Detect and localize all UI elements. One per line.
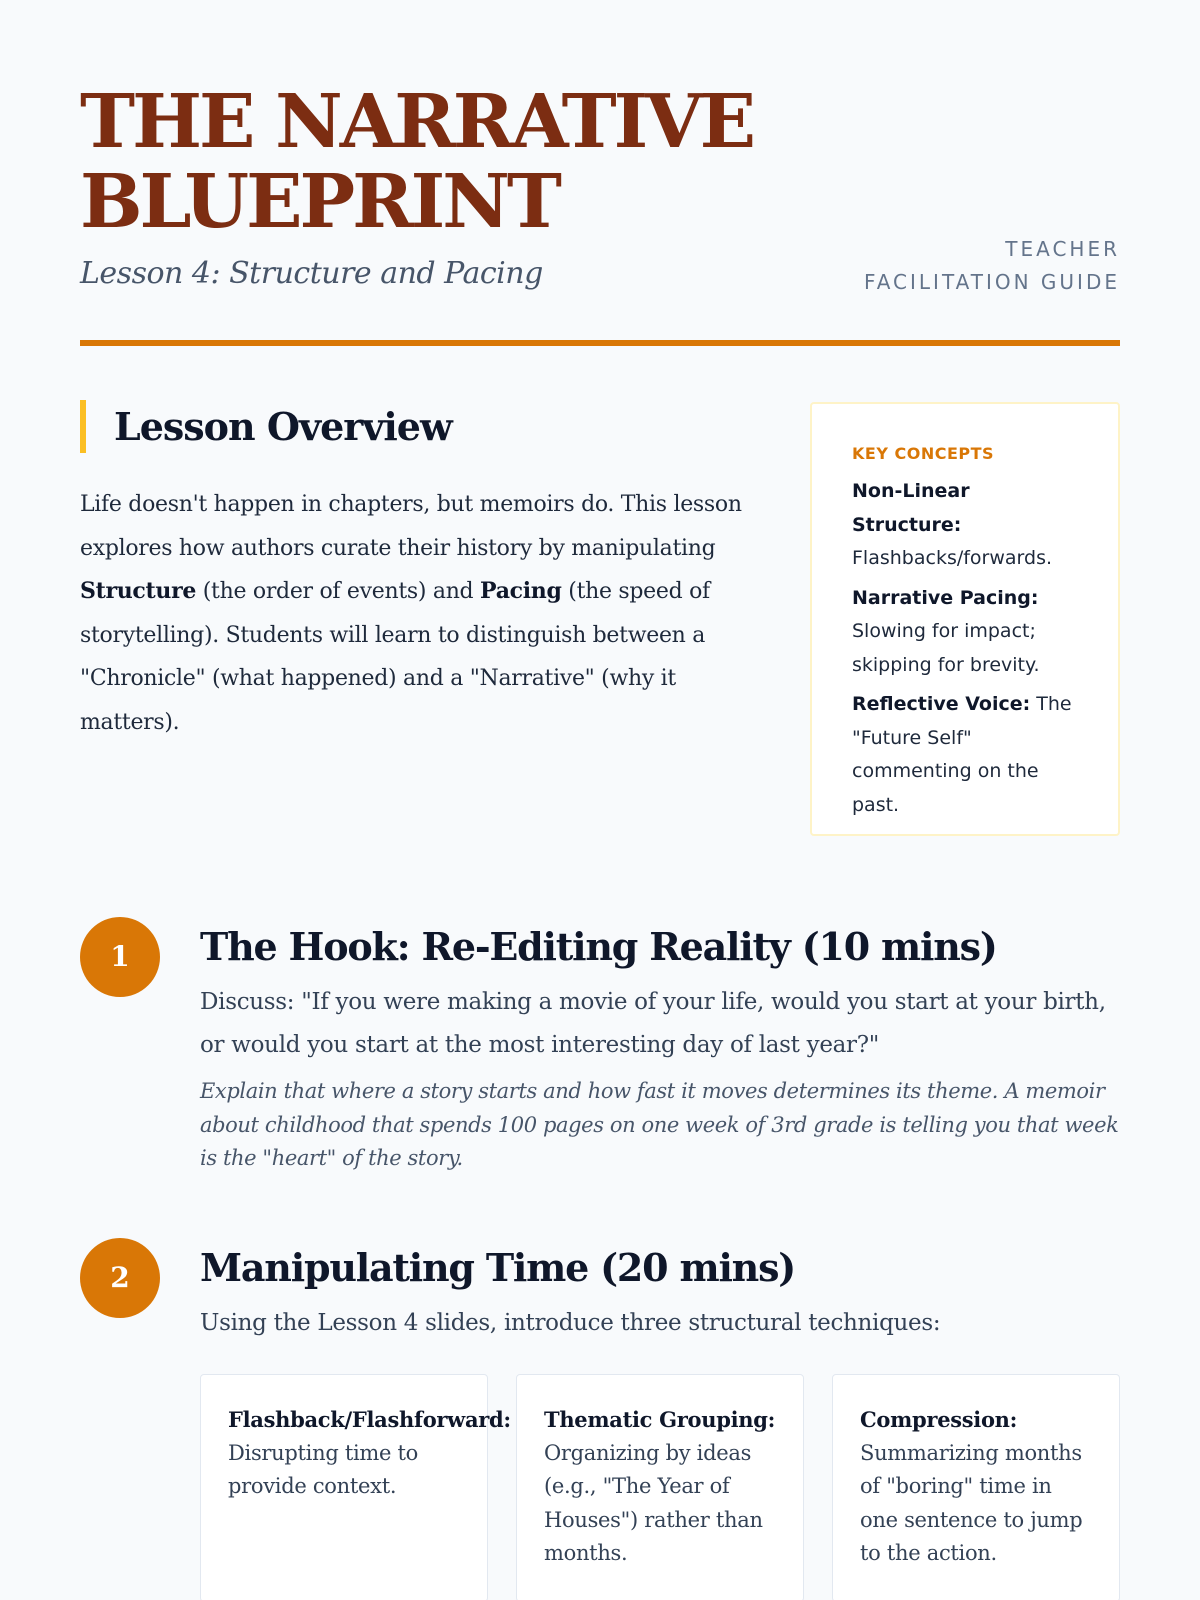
key-concept-term: Narrative Pacing:: [852, 586, 1039, 609]
technique-desc: Disrupting time to provide context.: [228, 1440, 418, 1498]
step-discussion-text: Discuss: "If you were making a movie of your life, would you start at your birth, or would you start at the most interesting day of last year?": [200, 989, 1106, 1058]
techniques-row: [200, 1374, 1120, 1600]
technique-card-compression: [832, 1374, 1120, 1600]
technique-desc: Organizing by ideas (e.g., "The Year of Houses") rather than months.: [544, 1440, 763, 1565]
key-concept-desc: The "Future Self" commenting on the past.: [852, 693, 1072, 816]
key-concepts-title: KEY CONCEPTS: [852, 444, 995, 463]
header-divider: [80, 340, 1120, 346]
overview-text-part-1: Life doesn't happen in chapters, but memoirs do. This lesson explores how authors curate their history by manipulating: [80, 492, 742, 561]
step-body: [200, 1238, 1120, 1565]
lesson-overview-section: [80, 400, 760, 744]
key-concept-item: [852, 582, 1078, 683]
technique-name: Compression:: [860, 1407, 1018, 1432]
lesson-page: [80, 0, 1120, 1600]
key-concept-term: Reflective Voice:: [852, 693, 1031, 715]
lesson-overview-heading: [80, 400, 760, 453]
term-structure: Structure: [80, 578, 197, 604]
step-number-badge: 2: [80, 1238, 160, 1318]
step-title: The Hook: Re-Editing Reality (10 mins): [200, 924, 997, 969]
overview-text-part-2: (the order of events) and: [196, 579, 481, 604]
lesson-overview-heading-text: Lesson Overview: [114, 404, 452, 449]
lesson-subtitle: Lesson 4: Structure and Pacing: [80, 256, 543, 291]
overview-text-part-3: (the speed of storytelling). Students will learn to distinguish between a "Chronicle" (what happened) and a "Narrative" (why it matters).: [80, 579, 710, 735]
technique-name: Thematic Grouping:: [544, 1407, 776, 1432]
term-pacing: Pacing: [480, 578, 562, 604]
key-concept-desc: Slowing for impact; skipping for brevity.: [852, 620, 1040, 676]
key-concept-desc: Flashbacks/forwards.: [852, 547, 1053, 569]
step-teacher-note: Explain that where a story starts and how fast it moves determines its theme. A memoir about childhood that spends 100 pages on one week of 3rd grade is telling you that week is the "heart" of the story.: [200, 1079, 1119, 1170]
key-concepts-card: [810, 402, 1120, 836]
step-title: Manipulating Time (20 mins): [200, 1245, 796, 1290]
guide-label: [864, 233, 1120, 299]
key-concept-term: Non-Linear Structure:: [852, 480, 970, 536]
guide-label-line-1: TEACHER: [1005, 237, 1120, 261]
heading-accent-bar: [80, 400, 86, 453]
technique-desc: Summarizing months of "boring" time in one sentence to jump to the action.: [860, 1440, 1083, 1565]
guide-label-line-2: FACILITATION GUIDE: [864, 270, 1120, 294]
document-header: [80, 79, 1120, 307]
document-title: [80, 79, 800, 245]
lesson-overview-text: [80, 483, 760, 744]
key-concept-item: [852, 475, 1078, 576]
step-number-badge: 1: [80, 917, 160, 997]
technique-name: Flashback/Flashforward:: [228, 1407, 511, 1432]
step-intro-text: Using the Lesson 4 slides, introduce three structural techniques:: [200, 1310, 941, 1336]
key-concept-item: [852, 688, 1078, 822]
technique-card-flashback: [200, 1374, 511, 1600]
step-body: [200, 917, 1120, 1176]
document-title-line-1: THE NARRATIVE: [80, 79, 754, 165]
technique-card-thematic-grouping: [516, 1374, 804, 1600]
document-title-line-2: BLUEPRINT: [80, 159, 559, 245]
